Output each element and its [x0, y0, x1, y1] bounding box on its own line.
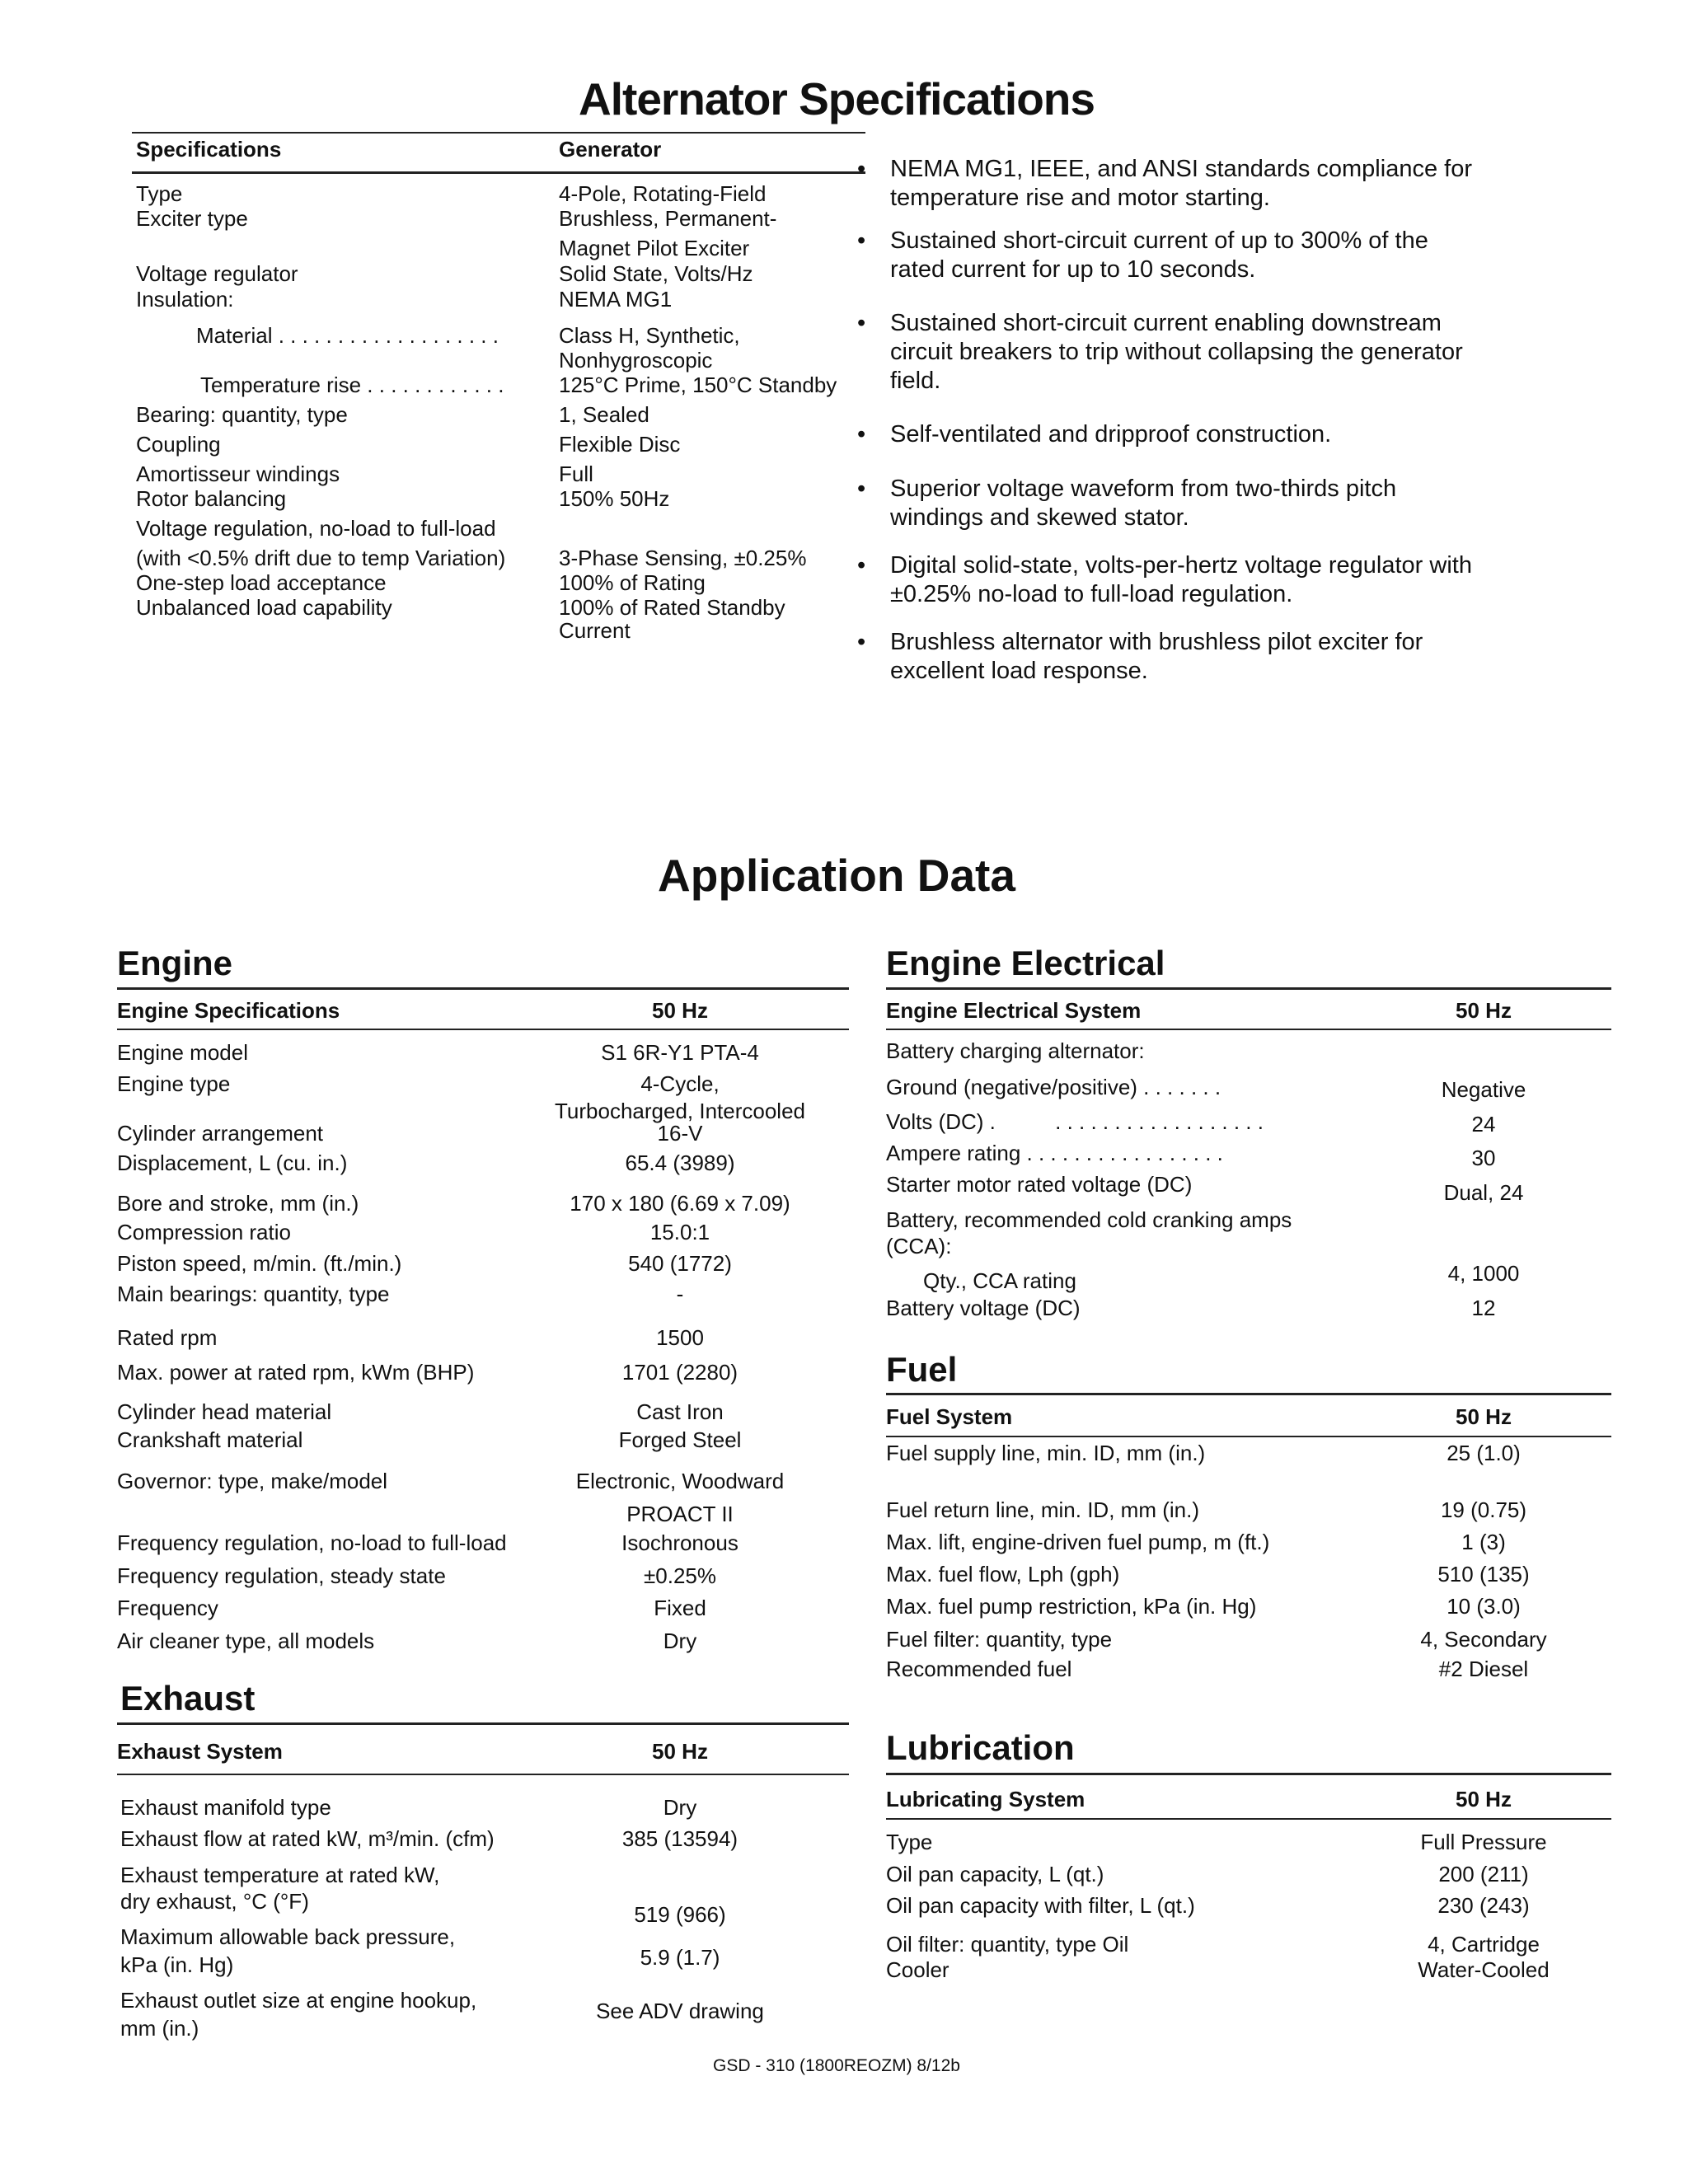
alternator-row-value: Full [559, 462, 593, 486]
alternator-bullet-item [857, 551, 1533, 609]
engine-row-label: Crankshaft material [117, 1427, 303, 1452]
alternator-row-value: Magnet Pilot Exciter [559, 236, 750, 260]
electrical-heading: Engine Electrical [886, 944, 1165, 982]
exhaust-row-label: Exhaust manifold type [120, 1795, 331, 1820]
engine-row-value: - [676, 1282, 684, 1306]
bullet-line: excellent load response. [890, 658, 1148, 684]
electrical-row-label: Battery voltage (DC) [886, 1296, 1081, 1320]
alternator-row-value: 1, Sealed [559, 402, 649, 427]
lubrication-rule-hdr [886, 1818, 1611, 1820]
fuel-row-label: Fuel supply line, min. ID, mm (in.) [886, 1441, 1206, 1465]
fuel-row-value: 25 (1.0) [1447, 1441, 1521, 1465]
engine-row-value: 16-V [657, 1121, 703, 1146]
electrical-row-value: Negative [1441, 1077, 1526, 1102]
electrical-row-label: Qty., CCA rating [923, 1268, 1076, 1293]
engine-row-label: Piston speed, m/min. (ft./min.) [117, 1251, 402, 1276]
alternator-row-label: Unbalanced load capability [136, 595, 392, 620]
fuel-row-label: Fuel filter: quantity, type [886, 1627, 1113, 1652]
engine-rule-top [117, 987, 849, 990]
lubrication-row-label: Oil pan capacity with filter, L (qt.) [886, 1893, 1195, 1918]
electrical-row-label: Ground (negative/positive) . . . . . . . [886, 1075, 1221, 1099]
engine-row-value: S1 6R-Y1 PTA-4 [601, 1040, 759, 1065]
bullet-icon: • [857, 227, 866, 254]
engine-row-label: Main bearings: quantity, type [117, 1282, 390, 1306]
alternator-row-value: Nonhygroscopic [559, 348, 713, 373]
engine-row-label: Frequency regulation, steady state [117, 1563, 446, 1588]
exhaust-row-value: Dry [663, 1795, 697, 1820]
page-footer: GSD - 310 (1800REOZM) 8/12b [713, 2056, 960, 2075]
exhaust-row-label: Exhaust outlet size at engine hookup, [120, 1988, 477, 2013]
electrical-row-label: Starter motor rated voltage (DC) [886, 1172, 1193, 1197]
lubrication-rule-top [886, 1773, 1611, 1775]
bullet-line: Sustained short-circuit current of up to 300% of the [890, 227, 1428, 254]
alternator-row-value: 4-Pole, Rotating-Field [559, 181, 767, 206]
alternator-row-label: Material . . . . . . . . . . . . . . . . . . . [196, 323, 499, 348]
bullet-line: Digital solid-state, volts-per-hertz voltage regulator with [890, 552, 1472, 579]
engine-row-value: PROACT II [626, 1502, 734, 1526]
engine-row-value: Cast Iron [636, 1399, 724, 1424]
fuel-row-value: 10 (3.0) [1447, 1594, 1521, 1619]
fuel-rule-hdr [886, 1436, 1611, 1437]
exhaust-row-label: Exhaust temperature at rated kW, [120, 1863, 440, 1887]
bullet-line: rated current for up to 10 seconds. [890, 256, 1256, 283]
engine-row-value: 170 x 180 (6.69 x 7.09) [570, 1191, 790, 1216]
lubrication-col-spec: Lubricating System [886, 1787, 1085, 1811]
engine-row-label: Bore and stroke, mm (in.) [117, 1191, 359, 1216]
engine-row-label: Frequency regulation, no-load to full-load [117, 1530, 507, 1555]
alternator-row-label: (with <0.5% drift due to temp Variation) [136, 546, 506, 570]
fuel-row-value: 4, Secondary [1420, 1627, 1547, 1652]
alternator-bullet-item [857, 628, 1533, 686]
fuel-rule-top [886, 1393, 1611, 1395]
alternator-row-value: 100% of Rated Standby [559, 595, 785, 620]
alternator-row-value: Brushless, Permanent- [559, 206, 777, 231]
lubrication-row-value: 230 (243) [1437, 1893, 1530, 1918]
alternator-row-value: NEMA MG1 [559, 287, 673, 312]
alternator-row-value: 150% 50Hz [559, 486, 670, 511]
bullet-line: Superior voltage waveform from two-thirds pitch [890, 476, 1397, 502]
engine-heading: Engine [117, 944, 233, 982]
exhaust-row-value: 385 (13594) [621, 1826, 738, 1851]
engine-rule-hdr [117, 1029, 849, 1030]
engine-row-value: 65.4 (3989) [625, 1151, 735, 1175]
alternator-row-label: Coupling [136, 432, 221, 457]
exhaust-row-label: kPa (in. Hg) [120, 1952, 234, 1977]
alternator-row-label: Insulation: [136, 287, 234, 312]
engine-row-value: Dry [663, 1629, 697, 1653]
lubrication-row-label: Oil pan capacity, L (qt.) [886, 1862, 1104, 1886]
electrical-col-spec: Engine Electrical System [886, 998, 1142, 1023]
alternator-row-label: Type [136, 181, 183, 206]
engine-row-label: Cylinder head material [117, 1399, 332, 1424]
fuel-row-label: Max. fuel pump restriction, kPa (in. Hg) [886, 1594, 1257, 1619]
fuel-heading: Fuel [886, 1350, 958, 1389]
engine-row-value: Forged Steel [618, 1427, 742, 1452]
fuel-row-label: Recommended fuel [886, 1657, 1072, 1681]
bullet-line: field. [890, 368, 941, 394]
alt-col-spec: Specifications [136, 137, 282, 162]
lubrication-row-value: 200 (211) [1438, 1862, 1529, 1886]
electrical-row-value: 30 [1471, 1146, 1496, 1170]
alternator-title: Alternator Specifications [579, 73, 1095, 124]
fuel-row-value: 510 (135) [1437, 1562, 1530, 1586]
fuel-row-label: Max. fuel flow, Lph (gph) [886, 1562, 1120, 1586]
engine-row-value: Isochronous [621, 1530, 738, 1555]
engine-row-value: Electronic, Woodward [575, 1469, 785, 1493]
alternator-row-label: Bearing: quantity, type [136, 402, 348, 427]
engine-row-label: Frequency [117, 1596, 218, 1620]
exhaust-row-label: Maximum allowable back pressure, [120, 1924, 456, 1949]
alternator-bullet-item [857, 420, 1533, 449]
alternator-bullet-item [857, 227, 1533, 284]
lubrication-col-hz: 50 Hz [1456, 1787, 1512, 1811]
exhaust-row-label: mm (in.) [120, 2016, 199, 2041]
engine-row-label: Rated rpm [117, 1325, 218, 1350]
fuel-col-hz: 50 Hz [1456, 1404, 1512, 1429]
engine-row-value: ±0.25% [644, 1563, 716, 1588]
alternator-row-label: Rotor balancing [136, 486, 287, 511]
exhaust-heading: Exhaust [120, 1679, 256, 1718]
alternator-row-value: Class H, Synthetic, [559, 323, 740, 348]
fuel-row-label: Max. lift, engine-driven fuel pump, m (ft.) [886, 1530, 1270, 1554]
electrical-row-value: 4, 1000 [1447, 1261, 1520, 1286]
alt-top-rule [132, 132, 865, 134]
bullet-icon: • [857, 552, 866, 579]
bullet-icon: • [857, 156, 866, 182]
alt-header-rule [132, 171, 865, 174]
electrical-row-value: Dual, 24 [1443, 1180, 1524, 1205]
alternator-bullet-item [857, 475, 1533, 532]
engine-col-hz: 50 Hz [652, 998, 708, 1023]
electrical-row-label: (CCA): [886, 1234, 952, 1258]
engine-row-label: Engine model [117, 1040, 248, 1065]
engine-row-label: Air cleaner type, all models [117, 1629, 375, 1653]
lubrication-row-value: Water-Cooled [1418, 1957, 1550, 1982]
exhaust-col-spec: Exhaust System [117, 1739, 283, 1764]
engine-row-value: Turbocharged, Intercooled [554, 1099, 805, 1123]
fuel-row-value: 1 (3) [1461, 1530, 1506, 1554]
lubrication-heading: Lubrication [886, 1728, 1075, 1767]
alternator-row-label: Voltage regulator [136, 261, 298, 286]
engine-row-value: 540 (1772) [628, 1251, 732, 1276]
electrical-row-label: Battery charging alternator: [886, 1038, 1145, 1063]
lubrication-row-value: 4, Cartridge [1428, 1932, 1540, 1957]
engine-col-spec: Engine Specifications [117, 998, 340, 1023]
lubrication-row-label: Type [886, 1830, 933, 1854]
bullet-line: Sustained short-circuit current enabling downstream [890, 310, 1442, 336]
lubrication-row-label: Oil filter: quantity, type Oil [886, 1932, 1129, 1957]
engine-row-label: Max. power at rated rpm, kWm (BHP) [117, 1360, 475, 1385]
alt-col-gen: Generator [559, 137, 662, 162]
exhaust-row-label: Exhaust flow at rated kW, m³/min. (cfm) [120, 1826, 495, 1851]
engine-row-value: 15.0:1 [649, 1220, 710, 1244]
bullet-icon: • [857, 421, 866, 448]
alternator-row-value: Solid State, Volts/Hz [559, 261, 753, 286]
fuel-row-value: #2 Diesel [1438, 1657, 1529, 1681]
engine-row-label: Engine type [117, 1071, 231, 1096]
alternator-bullet-item [857, 309, 1533, 396]
lubrication-row-value: Full Pressure [1420, 1830, 1547, 1854]
electrical-row-label: Ampere rating . . . . . . . . . . . . . . . . . [886, 1141, 1223, 1165]
bullet-line: NEMA MG1, IEEE, and ANSI standards compliance for [890, 156, 1472, 182]
exhaust-row-value: See ADV drawing [596, 1999, 764, 2023]
alternator-row-value: 3-Phase Sensing, ±0.25% [559, 546, 807, 570]
alternator-row-label: Voltage regulation, no-load to full-load [136, 516, 496, 541]
bullet-icon: • [857, 629, 866, 655]
fuel-row-label: Fuel return line, min. ID, mm (in.) [886, 1497, 1199, 1522]
alternator-bullet-item [857, 155, 1533, 213]
exhaust-row-label: dry exhaust, °C (°F) [120, 1889, 309, 1914]
fuel-col-spec: Fuel System [886, 1404, 1013, 1429]
application-data-title: Application Data [658, 850, 1015, 901]
engine-row-label: Displacement, L (cu. in.) [117, 1151, 348, 1175]
engine-row-label: Compression ratio [117, 1220, 291, 1244]
electrical-row-label: Volts (DC) . . . . . . . . . . . . . . . . . . . [886, 1109, 1264, 1134]
bullet-line: circuit breakers to trip without collapsing the generator [890, 339, 1463, 365]
engine-row-value: 1500 [656, 1325, 704, 1350]
bullet-line: ±0.25% no-load to full-load regulation. [890, 581, 1293, 607]
exhaust-col-hz: 50 Hz [652, 1739, 708, 1764]
engine-row-label: Governor: type, make/model [117, 1469, 388, 1493]
alternator-row-value: 100% of Rating [559, 570, 706, 595]
alternator-row-label: Temperature rise . . . . . . . . . . . . [200, 373, 504, 397]
engine-row-value: 4-Cycle, [640, 1071, 720, 1096]
exhaust-rule-top [117, 1722, 849, 1725]
bullet-icon: • [857, 310, 866, 336]
alternator-row-label: Exciter type [136, 206, 248, 231]
lubrication-row-label: Cooler [886, 1957, 950, 1982]
exhaust-row-value: 519 (966) [634, 1902, 726, 1927]
exhaust-rule-hdr [117, 1774, 849, 1775]
bullet-icon: • [857, 476, 866, 502]
alternator-row-label: One-step load acceptance [136, 570, 387, 595]
alternator-row-label: Amortisseur windings [136, 462, 340, 486]
alternator-row-value: Current [559, 618, 631, 643]
exhaust-row-value: 5.9 (1.7) [640, 1945, 720, 1970]
electrical-row-label: Battery, recommended cold cranking amps [886, 1207, 1292, 1232]
engine-row-value: Fixed [654, 1596, 706, 1620]
bullet-line: temperature rise and motor starting. [890, 185, 1270, 211]
engine-row-label: Cylinder arrangement [117, 1121, 324, 1146]
bullet-line: windings and skewed stator. [890, 504, 1189, 531]
bullet-line: Self-ventilated and dripproof construction. [890, 421, 1332, 448]
electrical-row-value: 24 [1471, 1112, 1496, 1137]
electrical-rule-top [886, 987, 1611, 990]
engine-row-value: 1701 (2280) [621, 1360, 738, 1385]
fuel-row-value: 19 (0.75) [1440, 1497, 1527, 1522]
electrical-row-value: 12 [1471, 1296, 1496, 1320]
alternator-row-value: Flexible Disc [559, 432, 681, 457]
bullet-line: Brushless alternator with brushless pilot exciter for [890, 629, 1423, 655]
electrical-col-hz: 50 Hz [1456, 998, 1512, 1023]
electrical-rule-hdr [886, 1029, 1611, 1030]
alternator-row-value: 125°C Prime, 150°C Standby [559, 373, 837, 397]
